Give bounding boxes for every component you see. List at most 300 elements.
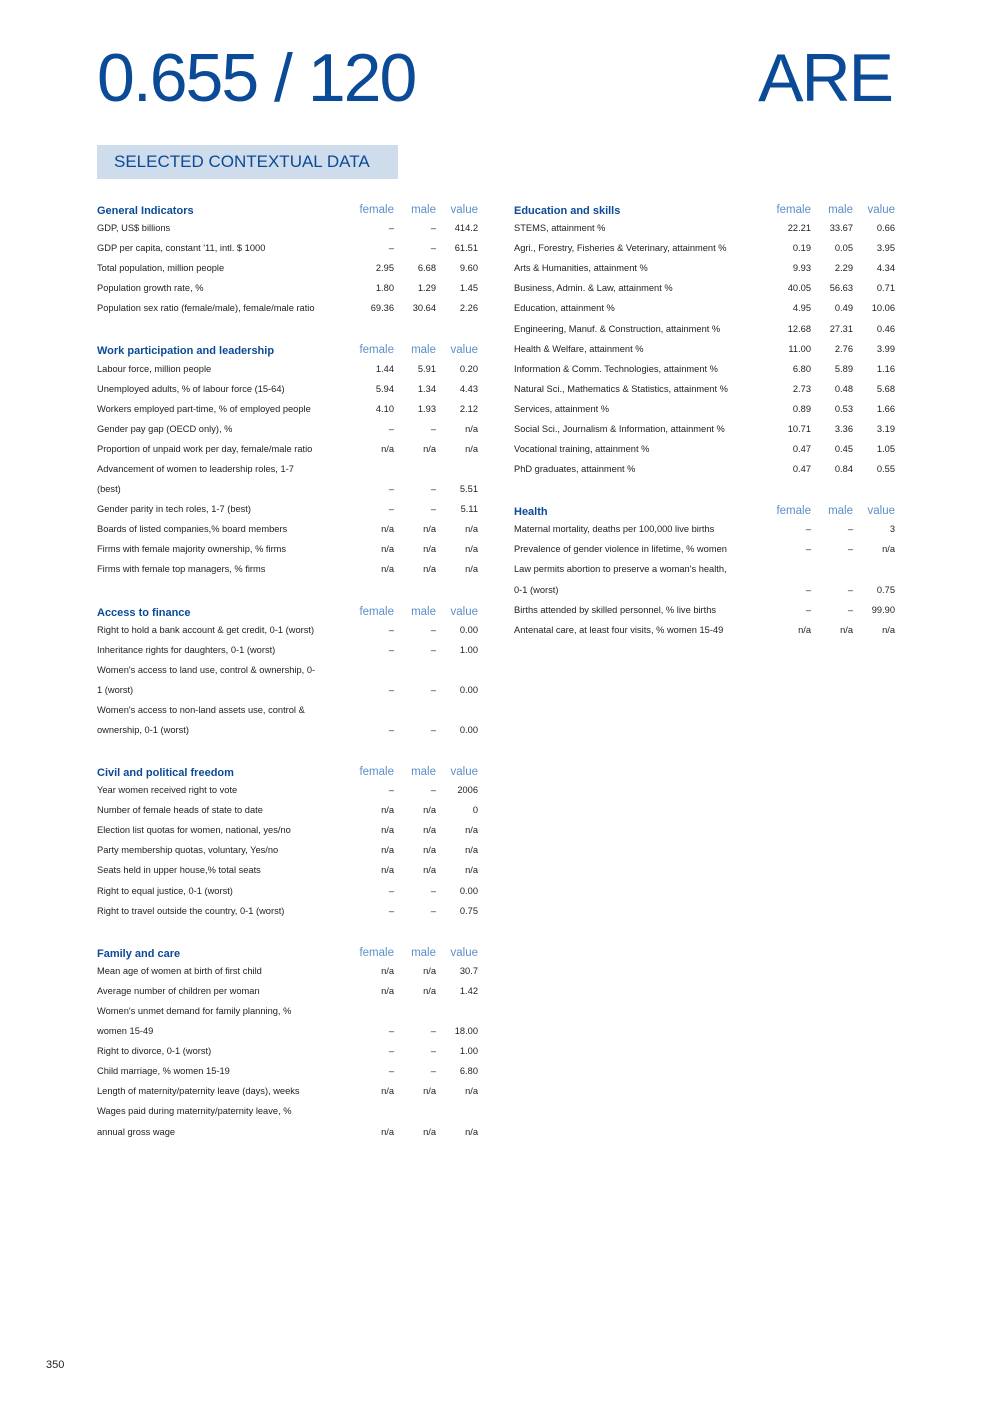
- section-family-and-care: [97, 940, 478, 1142]
- indicator-value: 1.45: [459, 283, 478, 294]
- male-value: n/a: [423, 985, 436, 996]
- male-value: n/a: [423, 443, 436, 454]
- male-value: –: [430, 624, 436, 635]
- indicator-label: Number of female heads of state to date: [97, 805, 263, 816]
- indicator-value: 9.60: [459, 263, 478, 274]
- indicator-value: 1.42: [459, 985, 478, 996]
- table-row: [514, 218, 895, 238]
- table-row: [514, 539, 895, 559]
- column-header-female: female: [359, 204, 394, 216]
- female-value: n/a: [381, 985, 394, 996]
- indicator-value: 414.2: [454, 223, 478, 234]
- indicator-label: Antenatal care, at least four visits, % women 15-49: [514, 624, 724, 635]
- female-value: 9.93: [792, 263, 811, 274]
- indicator-label: Women's unmet demand for family planning, %: [97, 1005, 292, 1016]
- male-value: –: [430, 725, 436, 736]
- table-row: [97, 640, 478, 660]
- indicator-value: 1.16: [876, 363, 895, 374]
- section-education-and-skills: [514, 197, 895, 479]
- table-row: [97, 238, 478, 258]
- table-row: [97, 278, 478, 298]
- indicator-value: 10.06: [871, 303, 895, 314]
- male-value: n/a: [423, 544, 436, 555]
- indicator-label: Vocational training, attainment %: [514, 444, 650, 455]
- indicator-label: Right to equal justice, 0-1 (worst): [97, 885, 233, 896]
- page-number: 350: [46, 1359, 65, 1371]
- table-row: [514, 419, 895, 439]
- male-value: 5.91: [417, 363, 436, 374]
- indicator-value: 4.34: [876, 263, 895, 274]
- table-row: [514, 339, 895, 359]
- male-value: –: [430, 905, 436, 916]
- indicator-label: PhD graduates, attainment %: [514, 464, 636, 475]
- indicator-value: 4.43: [459, 383, 478, 394]
- indicator-label: Women's access to land use, control & ownership, 0-: [97, 664, 316, 675]
- indicator-value: n/a: [882, 544, 895, 555]
- indicator-value: n/a: [465, 443, 478, 454]
- indicator-value: 1.05: [876, 444, 895, 455]
- table-row: [514, 439, 895, 459]
- indicator-label: Seats held in upper house,% total seats: [97, 865, 261, 876]
- column-header-female: female: [359, 946, 394, 959]
- indicator-value: 0.46: [876, 323, 895, 334]
- table-row: [97, 298, 478, 318]
- indicator-label: Labour force, million people: [97, 363, 212, 374]
- male-value: –: [847, 544, 853, 555]
- indicator-label: Information & Comm. Technologies, attainment %: [514, 363, 718, 374]
- column-header-value: value: [450, 204, 478, 216]
- section-access-to-finance: [97, 599, 478, 741]
- indicator-label: GDP, US$ billions: [97, 223, 171, 234]
- table-row: [97, 680, 478, 700]
- male-value: –: [430, 1046, 436, 1057]
- section-header: [514, 498, 895, 519]
- table-row: [97, 439, 478, 459]
- male-value: –: [430, 243, 436, 254]
- table-row: [97, 258, 478, 278]
- indicator-label: Inheritance rights for daughters, 0-1 (worst): [97, 644, 276, 655]
- indicator-value: 3.19: [876, 423, 895, 434]
- table-row: [97, 981, 478, 1001]
- female-value: 10.71: [787, 423, 811, 434]
- table-row: [97, 840, 478, 860]
- right-column: [514, 197, 895, 659]
- table-row: [97, 1001, 478, 1021]
- indicator-value: n/a: [465, 564, 478, 575]
- male-value: –: [430, 785, 436, 796]
- table-row: [97, 620, 478, 640]
- male-value: 0.45: [834, 444, 853, 455]
- column-header-value: value: [450, 766, 478, 779]
- female-value: 4.10: [375, 403, 394, 414]
- indicator-label: Mean age of women at birth of first child: [97, 965, 262, 976]
- table-row: [97, 1041, 478, 1061]
- table-row: [97, 1021, 478, 1041]
- male-value: 6.68: [417, 263, 436, 274]
- female-value: 0.47: [792, 464, 811, 475]
- section-title: Health: [514, 506, 548, 519]
- table-row: [97, 780, 478, 800]
- male-value: –: [430, 885, 436, 896]
- section-banner: SELECTED CONTEXTUAL DATA: [97, 145, 398, 179]
- table-row: [514, 379, 895, 399]
- indicator-label: ownership, 0-1 (worst): [97, 725, 189, 736]
- female-value: –: [388, 785, 394, 796]
- indicator-value: 3.95: [876, 243, 895, 254]
- female-value: –: [388, 484, 394, 495]
- column-header-value: value: [867, 204, 895, 216]
- indicator-label: GDP per capita, constant '11, intl. $ 1000: [97, 243, 266, 254]
- female-value: n/a: [381, 1086, 394, 1097]
- table-row: [97, 1081, 478, 1101]
- female-value: 0.89: [792, 403, 811, 414]
- indicator-label: Social Sci., Journalism & Information, attainment %: [514, 423, 725, 434]
- table-row: [97, 860, 478, 880]
- male-value: –: [430, 1026, 436, 1037]
- table-row: [97, 459, 478, 479]
- table-row: [97, 218, 478, 238]
- female-value: 69.36: [370, 303, 394, 314]
- indicator-label: Engineering, Manuf. & Construction, attainment %: [514, 323, 721, 334]
- female-value: –: [805, 544, 811, 555]
- indicator-label: Health & Welfare, attainment %: [514, 343, 644, 354]
- section-header: [97, 197, 478, 218]
- male-value: –: [847, 604, 853, 615]
- section-title: Access to finance: [97, 606, 191, 619]
- table-row: [97, 1101, 478, 1121]
- section-header: [97, 599, 478, 620]
- male-value: –: [430, 684, 436, 695]
- column-header-male: male: [411, 946, 436, 959]
- male-value: n/a: [423, 825, 436, 836]
- section-title: Family and care: [97, 947, 181, 960]
- table-row: [514, 258, 895, 278]
- indicator-label: Average number of children per woman: [97, 985, 260, 996]
- male-value: 1.29: [417, 283, 436, 294]
- column-header-female: female: [776, 204, 811, 216]
- male-value: –: [847, 524, 853, 535]
- indicator-value: 3.99: [876, 343, 895, 354]
- male-value: 30.64: [412, 303, 436, 314]
- male-value: –: [430, 223, 436, 234]
- male-value: –: [430, 423, 436, 434]
- female-value: n/a: [381, 965, 394, 976]
- table-row: [97, 399, 478, 419]
- table-row: [514, 459, 895, 479]
- male-value: n/a: [423, 805, 436, 816]
- indicator-value: n/a: [465, 423, 478, 434]
- male-value: –: [847, 584, 853, 595]
- female-value: 4.95: [792, 303, 811, 314]
- male-value: –: [430, 1066, 436, 1077]
- indicator-value: 6.80: [459, 1066, 478, 1077]
- table-row: [97, 660, 478, 680]
- section-header: [514, 197, 895, 218]
- section-work-participation-and-leadership: [97, 337, 478, 579]
- indicator-label: Advancement of women to leadership roles, 1-7: [97, 463, 294, 474]
- male-value: 27.31: [829, 323, 853, 334]
- indicator-value: 5.68: [876, 383, 895, 394]
- indicator-value: n/a: [465, 865, 478, 876]
- female-value: 5.94: [375, 383, 394, 394]
- indicator-value: 5.51: [459, 484, 478, 495]
- female-value: 2.95: [375, 263, 394, 274]
- indicator-value: n/a: [465, 1086, 478, 1097]
- table-row: [514, 559, 895, 579]
- indicator-label: Right to travel outside the country, 0-1 (worst): [97, 905, 285, 916]
- indicator-label: Right to divorce, 0-1 (worst): [97, 1046, 212, 1057]
- indicator-value: n/a: [465, 524, 478, 535]
- male-value: 2.29: [834, 263, 853, 274]
- section-header: [97, 337, 478, 358]
- female-value: n/a: [798, 624, 811, 635]
- table-row: [97, 961, 478, 981]
- indicator-value: 1.00: [459, 1046, 478, 1057]
- table-row: [514, 600, 895, 620]
- indicator-value: 18.00: [454, 1026, 478, 1037]
- indicator-label: Election list quotas for women, national, yes/no: [97, 825, 291, 836]
- table-row: [97, 519, 478, 539]
- indicator-label: Right to hold a bank account & get credit, 0-1 (worst): [97, 624, 315, 635]
- table-row: [514, 278, 895, 298]
- column-header-value: value: [450, 344, 478, 357]
- indicator-value: 0.20: [459, 363, 478, 374]
- indicator-label: Total population, million people: [97, 263, 225, 274]
- indicator-label: Population growth rate, %: [97, 283, 204, 294]
- column-header-male: male: [411, 204, 436, 216]
- female-value: 1.44: [375, 363, 394, 374]
- male-value: n/a: [423, 524, 436, 535]
- table-row: [97, 499, 478, 519]
- male-value: 33.67: [829, 223, 853, 234]
- table-row: [97, 800, 478, 820]
- indicator-value: n/a: [465, 845, 478, 856]
- indicator-value: 1.00: [459, 644, 478, 655]
- indicator-value: n/a: [465, 825, 478, 836]
- indicator-value: 2.12: [459, 403, 478, 414]
- indicator-label: Firms with female top managers, % firms: [97, 564, 266, 575]
- table-row: [97, 901, 478, 921]
- indicator-label: Wages paid during maternity/paternity leave, %: [97, 1106, 292, 1117]
- table-row: [97, 479, 478, 499]
- female-value: n/a: [381, 544, 394, 555]
- male-value: –: [430, 644, 436, 655]
- indicator-label: Law permits abortion to preserve a woman's health,: [514, 564, 727, 575]
- female-value: 11.00: [788, 343, 811, 354]
- indicator-label: STEMS, attainment %: [514, 223, 606, 234]
- indicator-label: Education, attainment %: [514, 303, 615, 314]
- male-value: 5.89: [834, 363, 853, 374]
- column-header-male: male: [828, 204, 853, 216]
- left-column: [97, 197, 478, 1161]
- indicator-value: 1.66: [876, 403, 895, 414]
- column-header-male: male: [828, 505, 853, 518]
- indicator-label: (best): [97, 484, 121, 495]
- male-value: 1.34: [417, 383, 436, 394]
- male-value: –: [430, 504, 436, 515]
- indicator-label: Party membership quotas, voluntary, Yes/no: [97, 845, 279, 856]
- female-value: –: [388, 885, 394, 896]
- indicator-label: Workers employed part-time, % of employed people: [97, 403, 311, 414]
- indicator-value: 0.55: [876, 464, 895, 475]
- female-value: 12.68: [787, 323, 811, 334]
- section-title: General Indicators: [97, 205, 194, 217]
- table-row: [97, 379, 478, 399]
- female-value: 0.19: [792, 243, 811, 254]
- indicator-label: Prevalence of gender violence in lifetime, % women: [514, 544, 727, 555]
- table-row: [97, 820, 478, 840]
- female-value: 2.73: [792, 383, 811, 394]
- indicator-label: Business, Admin. & Law, attainment %: [514, 283, 673, 294]
- table-row: [514, 519, 895, 539]
- indicator-value: 0.75: [876, 584, 895, 595]
- female-value: n/a: [381, 564, 394, 575]
- indicator-value: 99.90: [871, 604, 895, 615]
- country-code: ARE: [758, 40, 892, 116]
- table-row: [97, 700, 478, 720]
- female-value: n/a: [381, 865, 394, 876]
- indicator-label: Boards of listed companies,% board members: [97, 524, 288, 535]
- male-value: n/a: [423, 865, 436, 876]
- table-row: [514, 298, 895, 318]
- column-header-value: value: [867, 505, 895, 518]
- table-row: [97, 1061, 478, 1081]
- section-title: Education and skills: [514, 205, 621, 217]
- column-header-male: male: [411, 766, 436, 779]
- column-header-male: male: [411, 344, 436, 357]
- gender-gap-score-rank: 0.655 / 120: [97, 40, 416, 116]
- indicator-label: Population sex ratio (female/male), female/male ratio: [97, 303, 315, 314]
- female-value: 1.80: [375, 283, 394, 294]
- section-civil-and-political-freedom: [97, 759, 478, 921]
- female-value: –: [388, 725, 394, 736]
- male-value: n/a: [423, 1126, 436, 1137]
- indicator-value: 0.75: [459, 905, 478, 916]
- female-value: n/a: [381, 805, 394, 816]
- indicator-label: Unemployed adults, % of labour force (15-64): [97, 383, 285, 394]
- female-value: n/a: [381, 845, 394, 856]
- column-header-male: male: [411, 605, 436, 618]
- indicator-label: 1 (worst): [97, 684, 134, 695]
- column-header-female: female: [776, 505, 811, 518]
- female-value: 22.21: [787, 223, 811, 234]
- table-row: [97, 559, 478, 579]
- male-value: 2.76: [834, 343, 853, 354]
- table-row: [97, 1121, 478, 1141]
- indicator-label: Natural Sci., Mathematics & Statistics, attainment %: [514, 383, 728, 394]
- indicator-value: 2.26: [459, 303, 478, 314]
- section-header: [97, 759, 478, 780]
- female-value: –: [805, 584, 811, 595]
- section-health: [514, 498, 895, 640]
- female-value: –: [805, 604, 811, 615]
- female-value: n/a: [381, 825, 394, 836]
- indicator-label: Year women received right to vote: [97, 785, 238, 796]
- indicator-value: 0.00: [459, 684, 478, 695]
- female-value: –: [805, 524, 811, 535]
- indicator-value: n/a: [465, 1126, 478, 1137]
- indicator-value: 3: [889, 524, 895, 535]
- table-row: [97, 539, 478, 559]
- female-value: –: [388, 624, 394, 635]
- indicator-label: Gender parity in tech roles, 1-7 (best): [97, 504, 251, 515]
- column-header-female: female: [359, 766, 394, 779]
- female-value: –: [388, 905, 394, 916]
- indicator-value: 2006: [457, 785, 478, 796]
- table-row: [514, 620, 895, 640]
- female-value: –: [388, 1066, 394, 1077]
- male-value: 0.84: [834, 464, 853, 475]
- table-row: [514, 318, 895, 338]
- indicator-value: 0.00: [459, 885, 478, 896]
- indicator-value: 61.51: [454, 243, 478, 254]
- column-header-female: female: [359, 344, 394, 357]
- indicator-label: Maternal mortality, deaths per 100,000 live births: [514, 524, 715, 535]
- table-row: [97, 881, 478, 901]
- female-value: 0.47: [792, 444, 811, 455]
- indicator-label: women 15-49: [97, 1026, 154, 1037]
- table-row: [514, 580, 895, 600]
- female-value: –: [388, 504, 394, 515]
- male-value: 0.49: [834, 303, 853, 314]
- section-header: [97, 940, 478, 961]
- section-title: Work participation and leadership: [97, 345, 275, 358]
- indicator-value: 30.7: [459, 965, 478, 976]
- indicator-value: 0: [472, 805, 478, 816]
- male-value: n/a: [423, 564, 436, 575]
- male-value: –: [430, 484, 436, 495]
- table-row: [514, 359, 895, 379]
- female-value: –: [388, 243, 394, 254]
- male-value: 3.36: [834, 423, 853, 434]
- female-value: n/a: [381, 524, 394, 535]
- table-row: [97, 358, 478, 378]
- male-value: 0.05: [834, 243, 853, 254]
- male-value: n/a: [423, 965, 436, 976]
- indicator-value: 5.11: [460, 504, 478, 515]
- indicator-value: 0.66: [876, 223, 895, 234]
- indicator-label: Births attended by skilled personnel, % live births: [514, 604, 717, 615]
- table-row: [514, 238, 895, 258]
- table-row: [97, 720, 478, 740]
- female-value: –: [388, 1046, 394, 1057]
- male-value: 1.93: [417, 403, 436, 414]
- indicator-label: Child marriage, % women 15-19: [97, 1066, 230, 1077]
- indicator-label: annual gross wage: [97, 1126, 176, 1137]
- column-header-female: female: [359, 605, 394, 618]
- indicator-value: n/a: [465, 544, 478, 555]
- female-value: n/a: [381, 443, 394, 454]
- indicator-label: Firms with female majority ownership, % firms: [97, 544, 287, 555]
- indicator-value: 0.71: [876, 283, 895, 294]
- indicator-label: Proportion of unpaid work per day, female/male ratio: [97, 443, 313, 454]
- male-value: 56.63: [829, 283, 853, 294]
- female-value: 40.05: [787, 283, 811, 294]
- male-value: 0.48: [834, 383, 853, 394]
- column-header-value: value: [450, 946, 478, 959]
- female-value: 6.80: [792, 363, 811, 374]
- indicator-label: Length of maternity/paternity leave (days), weeks: [97, 1086, 300, 1097]
- indicator-label: Arts & Humanities, attainment %: [514, 263, 648, 274]
- female-value: –: [388, 1026, 394, 1037]
- indicator-value: 0.00: [459, 624, 478, 635]
- male-value: 0.53: [834, 403, 853, 414]
- female-value: –: [388, 223, 394, 234]
- male-value: n/a: [840, 624, 853, 635]
- female-value: –: [388, 684, 394, 695]
- indicator-label: Gender pay gap (OECD only), %: [97, 423, 233, 434]
- section-title: Civil and political freedom: [97, 767, 234, 780]
